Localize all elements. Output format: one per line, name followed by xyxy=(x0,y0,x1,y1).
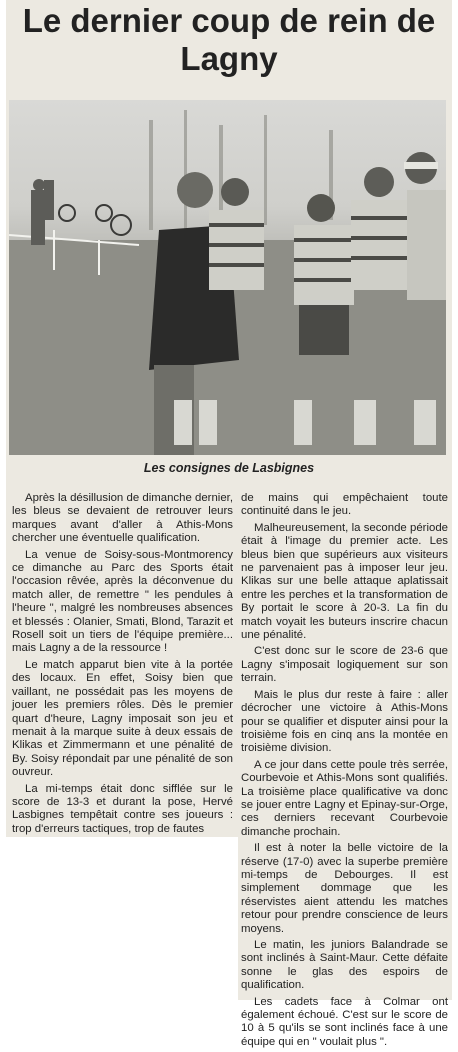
paragraph: La mi-temps était donc sifflée sur le score de 13-3 et durant la pose, Hervé Lasbignes tempêtait contre ses joueurs : trop d'erreurs tactiques, trop de fautes xyxy=(12,782,233,835)
paragraph: Le match apparut bien vite à la portée des locaux. En effet, Soisy bien que vaillant, ne possédait pas les moyens de jouer les premiers rôles. Dès le premier quart d'heure, Lagny imposait son jeu et menait à la marque suite à deux essais de Klikas et Zimmermann et une pénalité de By. Soisy répondait par une pénalité de son ouvreur. xyxy=(12,658,233,779)
paragraph: C'est donc sur le score de 23-6 que Lagny s'imposait logiquement sur son terrain. xyxy=(241,645,448,685)
paragraph: Mais le plus dur reste à faire : aller décrocher une victoire à Athis-Mons pour se qualifier et disputer ainsi pour la troisième fois en cinq ans la montée en troisième division. xyxy=(241,688,448,755)
team-photo xyxy=(9,100,446,455)
paragraph: Il est à noter la belle victoire de la réserve (17-0) avec la superbe première mi-temps de Debourges. Il est simplement dommage que les réservistes aient attendu les matches retour pour prendre conscience de leurs moyens. xyxy=(241,842,448,935)
paragraph: Après la désillusion de dimanche dernier, les bleus se devaient de retrouver leurs marques avant d'aller à Athis-Mons chercher une éventuelle qualification. xyxy=(12,492,233,545)
paragraph: Le matin, les juniors Balandrade se sont inclinés à Saint-Maur. Cette défaite sonne le glas des espoirs de qualification. xyxy=(241,939,448,992)
photo-caption: Les consignes de Lasbignes xyxy=(143,461,315,475)
paragraph: A ce jour dans cette poule très serrée, Courbevoie et Athis-Mons sont qualifiés. La troisième place qualificative va donc se jouer entre Lagny et Epinay-sur-Orge, ces derniers recevant Courbevoie dimanche prochain. xyxy=(241,758,448,838)
paragraph: Les cadets face à Colmar ont également échoué. C'est sur le score de 10 à 5 qu'ils se sont inclinés face à une équipe qui en " voulait plus ". xyxy=(241,995,448,1048)
paragraph: La venue de Soisy-sous-Montmorency ce dimanche au Parc des Sports était l'occasion rêvée, après la déconvenue du match aller, de remettre " les pendules à l'heure ", malgré les nombreuses absences et blessés : Olanier, Smati, Blond, Tarazit et Rosell soit un tiers de l'équipe première... mais Lagny a de la ressource ! xyxy=(12,548,233,655)
paragraph: Malheureusement, la seconde période était à l'image du premier acte. Les bleus bien que supérieurs aux visiteurs ne parvenaient pas à imposer leur jeu. Klikas sur une belle attaque aplatissait entre les perches et la transformation de By portait le score à 20-3. La fin du match voyait les buteurs inscrire chacun une pénalité. xyxy=(241,521,448,642)
paragraph: de mains qui empêchaient toute continuité dans le jeu. xyxy=(241,492,448,518)
article-column-left xyxy=(12,492,233,839)
headline: Le dernier coup de rein de Lagny xyxy=(22,2,436,77)
article-column-right xyxy=(241,492,448,1052)
